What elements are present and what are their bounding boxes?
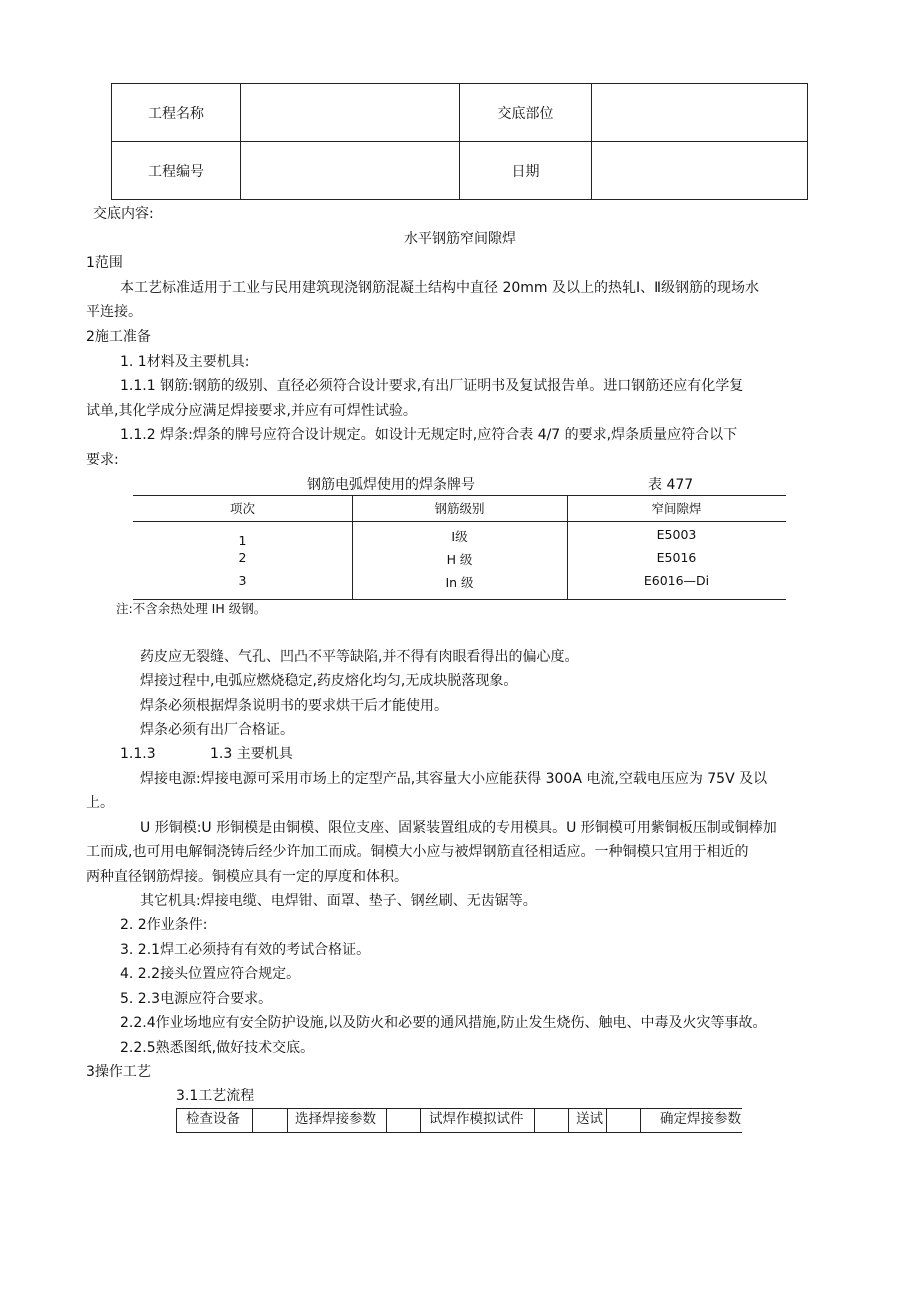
- doc-title: 水平钢筋窄间隙焊: [404, 231, 516, 247]
- p-1-1-1-line-2: 试单,其化学成分应满足焊接要求,并应有可焊性试验。: [86, 403, 417, 419]
- section-3-1-heading: 3.1工艺流程: [176, 1088, 255, 1104]
- p-1-1-2-line-1: 1.1.2 焊条:焊条的牌号应符合设计规定。如设计无规定时,应符合表 4/7 的要求,焊条质量应符合以下: [120, 427, 738, 443]
- flow-step: 选择焊接参数: [295, 1111, 376, 1127]
- power-source-line-2: 上。: [86, 795, 114, 811]
- work-condition-line: 2.2.4作业场地应有安全防护设施,以及防火和必要的通风措施,防止发生烧伤、触电、中毒及火灾等事故。: [120, 1015, 767, 1031]
- u-mold-line-1: U 形铜模:U 形铜模是由铜模、限位支座、固紧装置组成的专用模具。U 形铜模可用紫铜板压制或铜棒加: [140, 820, 777, 836]
- handover-part-label: 交底部位: [460, 84, 592, 142]
- u-mold-line-2: 工而成,也可用电解铜浇铸后经少许加工而成。铜模大小应与被焊钢筋直径相适应。一种铜模只宜用于相近的: [86, 844, 749, 860]
- flow-box-edge: [606, 1108, 607, 1132]
- flow-box-edge: [568, 1108, 569, 1132]
- section-1-heading: 1范围: [86, 255, 123, 271]
- requirement-line: 药皮应无裂缝、气孔、凹凸不平等缺陷,并不得有肉眼看得出的偏心度。: [140, 649, 579, 665]
- flow-step: 试焊作模拟试件: [429, 1111, 524, 1127]
- flow-step: 送试: [576, 1111, 603, 1127]
- flow-step: 确定焊接参数: [660, 1111, 741, 1127]
- flow-box-edge: [386, 1108, 387, 1132]
- date-label: 日期: [460, 142, 592, 200]
- table-cell: E5016: [656, 550, 697, 565]
- p-1-1-2-line-2: 要求:: [86, 452, 119, 468]
- section-1-para-line-2: 平连接。: [86, 304, 142, 320]
- project-no-label: 工程编号: [112, 142, 241, 200]
- section-3-heading: 3操作工艺: [86, 1064, 151, 1080]
- work-condition-line: 3. 2.1焊工必须持有有效的考试合格证。: [120, 942, 371, 958]
- table-cell: In 级: [445, 575, 474, 590]
- section-2-heading: 2施工准备: [86, 329, 151, 345]
- table-caption: 钢筋电弧焊使用的焊条牌号: [307, 477, 475, 493]
- flow-step: 检查设备: [186, 1111, 240, 1127]
- table-header-cell: 钢筋级别: [434, 501, 485, 516]
- table-header-cell: 窄间隙焊: [651, 501, 702, 516]
- project-name-label: 工程名称: [112, 84, 241, 142]
- other-tools-line: 其它机具:焊接电缆、电焊钳、面罩、垫子、钢丝刷、无齿锯等。: [140, 893, 537, 909]
- table-note: 注:不含余热处理 IH 级钢。: [116, 601, 267, 616]
- table-cell: Ⅰ级: [451, 529, 468, 544]
- table-header-cell: 项次: [229, 501, 255, 516]
- table-header-rule: [133, 521, 786, 522]
- table-cell: E6016—Di: [643, 573, 710, 588]
- work-condition-line: 2. 2作业条件:: [120, 917, 208, 933]
- table-cell: 3: [238, 573, 247, 588]
- project-no-value: [241, 142, 460, 200]
- flow-box-edge: [176, 1108, 177, 1132]
- table-top-rule: [133, 495, 786, 496]
- p-1-1-1-line-1: 1.1.1 钢筋:钢筋的级别、直径必须符合设计要求,有出厂证明书及复试报告单。进口钢筋还应有化学复: [120, 378, 744, 394]
- project-name-value: [241, 84, 460, 142]
- s113-title: 1.3 主要机具: [210, 746, 293, 762]
- table-cell: E5003: [656, 527, 697, 542]
- requirement-line: 焊条必须根据焊条说明书的要求烘干后才能使用。: [140, 698, 448, 714]
- work-condition-line: 4. 2.2接头位置应符合规定。: [120, 966, 301, 982]
- header-table: [111, 83, 808, 200]
- s113-number: 1.1.3: [120, 746, 156, 762]
- table-cell: 2: [238, 550, 247, 565]
- flow-box-edge: [252, 1108, 253, 1132]
- flow-box-edge: [640, 1108, 641, 1132]
- sub-2-1: 1. 1材料及主要机具:: [120, 354, 250, 370]
- flow-box-edge: [420, 1108, 421, 1132]
- work-condition-line: 2.2.5熟悉图纸,做好技术交底。: [120, 1040, 315, 1056]
- date-value: [592, 142, 808, 200]
- content-label: 交底内容:: [93, 206, 154, 222]
- flow-bottom-rule: [176, 1132, 742, 1133]
- table-cell: 1: [238, 533, 247, 548]
- handover-part-value: [592, 84, 808, 142]
- power-source-line-1: 焊接电源:焊接电源可采用市场上的定型产品,其容量大小应能获得 300A 电流,空载电压应为 75V 及以: [140, 771, 768, 787]
- table-cell: H 级: [446, 552, 473, 567]
- work-condition-line: 5. 2.3电源应符合要求。: [120, 991, 273, 1007]
- table-number: 表 477: [648, 477, 694, 493]
- u-mold-line-3: 两种直径钢筋焊接。铜模应具有一定的厚度和体积。: [86, 869, 408, 885]
- requirement-line: 焊条必须有出厂合格证。: [140, 722, 294, 738]
- section-1-para-line-1: 本工艺标准适用于工业与民用建筑现浇钢筋混凝土结构中直径 20mm 及以上的热轧Ⅰ、Ⅱ级钢筋的现场水: [120, 280, 760, 296]
- requirement-line: 焊接过程中,电弧应燃烧稳定,药皮熔化均匀,无成块脱落现象。: [140, 673, 518, 689]
- flow-box-edge: [287, 1108, 288, 1132]
- flow-box-edge: [534, 1108, 535, 1132]
